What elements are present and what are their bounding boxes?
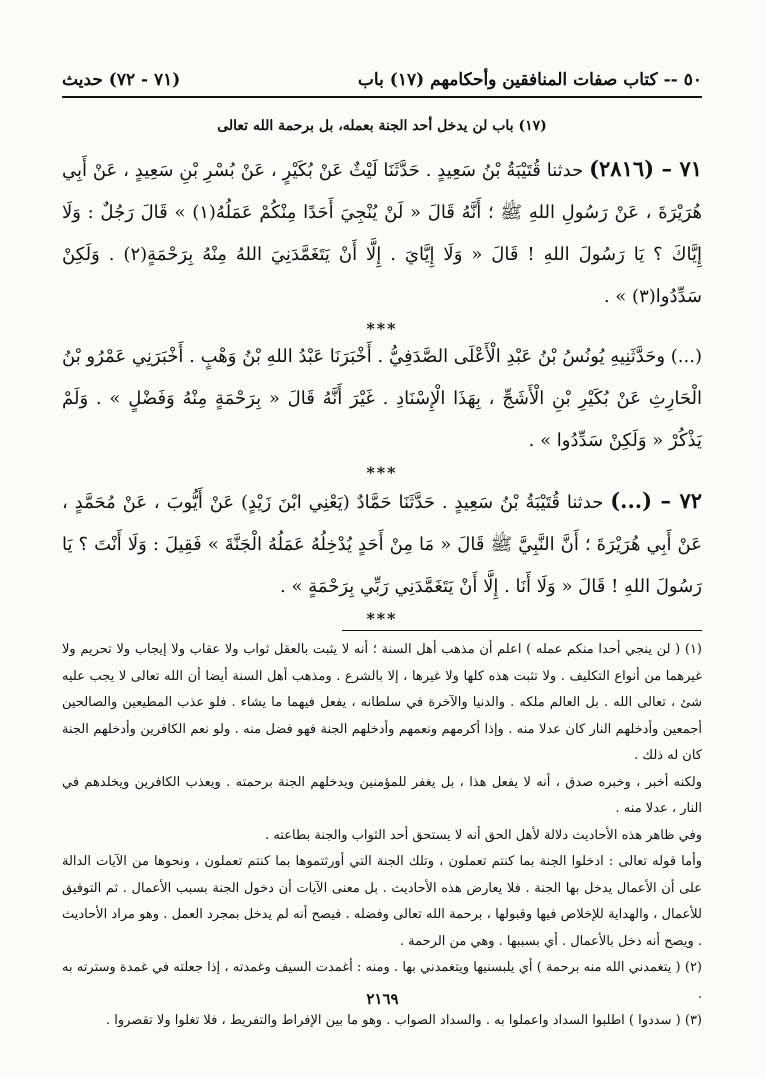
hadith-text: حدثنا قُتَيْبَةُ بْنُ سَعِيدٍ . حَدَّثَنَا حَمَّادٌ (يَعْنِي ابْنَ زَيْدٍ) عَنْ أَيُّوبَ ، عَنْ مُحَمَّدٍ ، عَنْ أَبِي هُرَيْرَةَ ؛ أَنَّ النَّبِيَّ ﷺ قَالَ « مَا مِنْ أَحَدٍ يُدْخِلُهُ عَمَلُهُ الْجَنَّةَ » فَقِيلَ : وَلَا أَنْتَ ؟ يَا رَسُولَ اللهِ ! قَالَ « وَلَا أَنَا . إِلَّا أَنْ يَتَغَمَّدَنِي رَبِّي بِرَحْمَةٍ » . (62, 492, 702, 597)
footnote-divider (342, 630, 702, 631)
footnotes (62, 637, 702, 1035)
hadith-number: ٧٢ – (...) (610, 488, 702, 513)
chapter-title: (١٧) باب لن يدخل أحد الجنة بعمله، بل برحمة الله تعالى (217, 118, 547, 134)
separator: *** (366, 319, 398, 338)
hadith-72 (62, 480, 702, 608)
footnote-3: (٣) ( سددوا ) اطلبوا السداد واعملوا به . والسداد الصواب . وهو ما بين الإفراط والتفريط ، فلا تغلوا ولا تقصروا . (105, 1013, 702, 1028)
footnote-1-cont-a: ولكنه أخبر ، وخبره صدق ، أنه لا يفعل هذا ، بل يغفر للمؤمنين ويدخلهم الجنة برحمته . ويعذب الكافرين ويخلدهم في النار ، عدلا منه . (62, 774, 702, 816)
header-page-number: ٥٠ (683, 70, 702, 90)
footnote-1-cont-b: وفي ظاهر هذه الأحاديث دلالة لأهل الحق أنه لا يستحق أحد الثواب والجنة بطاعته . (265, 827, 702, 843)
hadith-71 (62, 148, 702, 318)
footnote-1: (١) ( لن ينجي أحدا منكم عمله ) اعلم أن مذهب أهل السنة ؛ أنه لا يثبت بالعقل ثواب ولا عقاب ولا إيجاب ولا تحريم ولا غيرهما من أنواع التكليف . ولا تثبت هذه كلها ولا غيرها ، إلا بالشرع . ومذهب أهل السنة أيضا أن الله تعالى لا يجب عليه شئ ، تعالى الله . بل العالم ملكه . والدنيا والآخرة في سلطانه ، يفعل فيهما ما يشاء . فلو عذب المطيعين والصالحين أجمعين وأدخلهم النار كان عدلا منه . وإذا أكرمهم ونعمهم وأدخلهم الجنة فهو فضل منه . ولو نعم الكافرين وأدخلهم الجنة كان له ذلك . (62, 642, 702, 763)
header-chapter-ref: (١٧) باب (357, 70, 425, 90)
running-header (62, 70, 702, 98)
hadith-number: ٧١ – (٢٨١٦) (589, 156, 702, 181)
header-book-title: كتاب صفات المنافقين وأحكامهم (430, 70, 658, 90)
page (62, 70, 702, 1035)
hadith-text: حدثنا قُتَيْبَةُ بْنُ سَعِيدٍ . حَدَّثَنَا لَيْثٌ عَنْ بُكَيْرٍ ، عَنْ بُسْرِ بْنِ سَعِيدٍ ، عَنْ أَبِي هُرَيْرَةَ ، عَنْ رَسُولِ اللهِ ﷺ ؛ أَنَّهُ قَالَ « لَنْ يُنْجِيَ أَحَدًا مِنْكُمْ عَمَلُهُ(١) » قَالَ رَجُلٌ : وَلَا إِيَّاكَ ؟ يَا رَسُولَ اللهِ ! قَالَ « وَلَا إِيَّايَ . إِلَّا أَنْ يَتَغَمَّدَنِيَ اللهُ مِنْهُ بِرَحْمَةٍ(٢) . وَلَكِنْ سَدِّدُوا(٣) » . (62, 160, 702, 307)
hadith-71-variant (62, 336, 702, 462)
page-number: ٢١٦٩ (366, 990, 399, 1008)
footnote-1-cont-c: وأما قوله تعالى : ادخلوا الجنة بما كنتم تعملون ، وتلك الجنة التي أورثتموها بما كنتم تعملون ، ونحوها من الآيات الدالة على أن الأعمال يدخل بها الجنة . فلا يعارض هذه الأحاديث . بل معنى الآيات أن دخول الجنة بسبب الأعمال . ثم التوفيق للأعمال ، والهداية للإخلاص فيها وقبولها ، برحمة الله تعالى وفضله . فيصح أنه لم يدخل بمجرد العمل . وهو مراد الأحاديث . ويصح أنه دخل بالأعمال . أي بسببها . وهي من الرحمة . (62, 854, 702, 949)
hadith-text: (...) وحَدَّثَنِيهِ يُونُسُ بْنُ عَبْدِ الْأَعْلَى الصَّدَفِيُّ . أَخْبَرَنَا عَبْدُ اللهِ بْنُ وَهْبٍ . أَخْبَرَنِي عَمْرُو بْنُ الْحَارِثِ عَنْ بُكَيْرِ بْنِ الْأَشَجِّ ، بِهَذَا الْإِسْنَادِ . غَيْرَ أَنَّهُ قَالَ « بِرَحْمَةٍ مِنْهُ وَفَضْلٍ » . وَلَمْ يَذْكُرْ « وَلَكِنْ سَدِّدُوا » . (62, 346, 702, 451)
header-hadith-range: (٧١ - ٧٢) حديث (62, 70, 181, 90)
separator: *** (366, 463, 398, 482)
header-right (358, 70, 702, 90)
footnote-2: (٢) ( يتغمدني الله منه برحمة ) أي يلبسنيها ويتغمدني بها . ومنه : أغمدت السيف وغمدته ، إذا جعلته في غمدة وسترته به . (62, 960, 702, 1002)
header-dash: -- (663, 70, 678, 90)
separator: *** (366, 609, 398, 628)
